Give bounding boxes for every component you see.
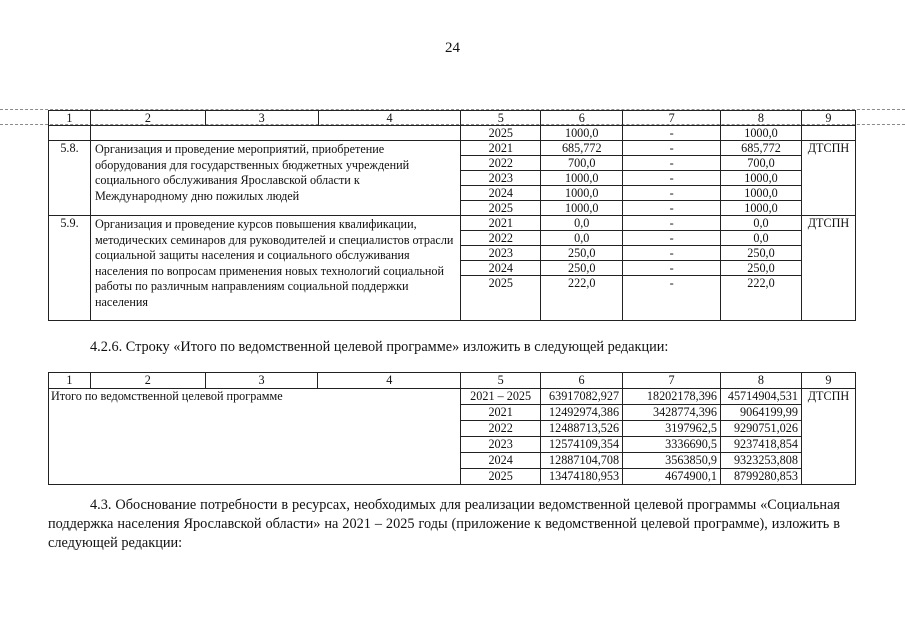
value-cell: 63917082,927 — [541, 389, 623, 405]
value-cell: 700,0 — [541, 156, 623, 171]
value-cell: - — [623, 201, 721, 216]
table-row — [49, 141, 856, 156]
value-cell: 9290751,026 — [720, 421, 801, 437]
year-cell: 2024 — [461, 261, 541, 276]
value-cell: - — [623, 216, 721, 231]
value-cell: 12574109,354 — [541, 437, 623, 453]
item-number: 5.8. — [49, 141, 91, 216]
header-cell: 1 — [49, 111, 91, 126]
value-cell: 0,0 — [721, 231, 802, 246]
total-table — [48, 372, 856, 485]
table-header-row — [49, 111, 856, 126]
value-cell: 0,0 — [721, 216, 802, 231]
value-cell: 3563850,9 — [623, 453, 721, 469]
value-cell: 18202178,396 — [623, 389, 721, 405]
item-number: 5.9. — [49, 216, 91, 321]
value-cell: - — [623, 126, 721, 141]
value-cell: - — [623, 276, 721, 321]
value-cell: 12887104,708 — [541, 453, 623, 469]
header-cell: 7 — [623, 373, 721, 389]
value-cell: - — [623, 231, 721, 246]
value-cell: 3336690,5 — [623, 437, 721, 453]
value-cell: 250,0 — [721, 246, 802, 261]
item-description: Организация и проведение мероприятий, приобретение оборудования для государственных бюджетных учреждений социального обслуживания Ярославской области к Международному дню пожилых людей — [90, 141, 460, 216]
value-cell: 250,0 — [541, 261, 623, 276]
value-cell: 1000,0 — [721, 186, 802, 201]
header-cell: 5 — [461, 373, 541, 389]
table-row — [49, 216, 856, 231]
executor-cell: ДТСПН — [801, 389, 855, 485]
header-cell: 3 — [205, 373, 318, 389]
year-cell: 2023 — [461, 437, 541, 453]
year-cell: 2024 — [461, 186, 541, 201]
year-cell: 2024 — [461, 453, 541, 469]
value-cell: 1000,0 — [541, 186, 623, 201]
value-cell: 8799280,853 — [720, 469, 801, 485]
year-cell: 2022 — [461, 421, 541, 437]
year-cell: 2021 – 2025 — [461, 389, 541, 405]
value-cell: 9064199,99 — [720, 405, 801, 421]
executor-cell: ДТСПН — [801, 216, 855, 321]
header-cell: 5 — [461, 111, 541, 126]
header-cell: 9 — [801, 373, 855, 389]
year-cell: 2025 — [461, 126, 541, 141]
header-cell: 2 — [90, 111, 205, 126]
value-cell: 700,0 — [721, 156, 802, 171]
year-cell: 2021 — [461, 216, 541, 231]
header-cell: 6 — [541, 111, 623, 126]
year-cell: 2022 — [461, 231, 541, 246]
total-label: Итого по ведомственной целевой программе — [49, 389, 461, 485]
executor-cell: ДТСПН — [801, 141, 855, 216]
year-cell: 2025 — [461, 469, 541, 485]
year-cell: 2023 — [461, 246, 541, 261]
value-cell: 1000,0 — [721, 171, 802, 186]
header-cell: 6 — [541, 373, 623, 389]
value-cell: 1000,0 — [541, 126, 623, 141]
table-row — [49, 126, 856, 141]
header-cell: 2 — [90, 373, 205, 389]
value-cell: 1000,0 — [721, 126, 802, 141]
value-cell: 4674900,1 — [623, 469, 721, 485]
value-cell: 222,0 — [721, 276, 802, 321]
value-cell: 12492974,386 — [541, 405, 623, 421]
program-items-table — [48, 110, 856, 321]
value-cell: 9237418,854 — [720, 437, 801, 453]
header-cell: 3 — [205, 111, 318, 126]
value-cell: 685,772 — [721, 141, 802, 156]
header-cell: 1 — [49, 373, 91, 389]
header-cell: 8 — [721, 111, 802, 126]
value-cell: - — [623, 171, 721, 186]
paragraph-4-2-6: 4.2.6. Строку «Итого по ведомственной целевой программе» изложить в следующей редакции: — [90, 339, 669, 355]
table-header-row — [49, 373, 856, 389]
value-cell: 45714904,531 — [720, 389, 801, 405]
value-cell: 3428774,396 — [623, 405, 721, 421]
year-cell: 2022 — [461, 156, 541, 171]
item-description: Организация и проведение курсов повышения квалификации, методических семинаров для руководителей и специалистов отрасли социальной защиты населения и социального обслуживания населения по вопросам применения новых технологий социальной работы по различным направлениям социальной поддержки населения — [90, 216, 460, 321]
header-cell: 4 — [318, 373, 461, 389]
year-cell: 2021 — [461, 405, 541, 421]
value-cell: 12488713,526 — [541, 421, 623, 437]
value-cell: 685,772 — [541, 141, 623, 156]
header-cell: 8 — [720, 373, 801, 389]
value-cell: 9323253,808 — [720, 453, 801, 469]
value-cell: - — [623, 186, 721, 201]
value-cell: 250,0 — [721, 261, 802, 276]
table-row — [49, 389, 856, 405]
value-cell: - — [623, 156, 721, 171]
header-cell: 7 — [623, 111, 721, 126]
value-cell: - — [623, 261, 721, 276]
value-cell: 1000,0 — [541, 201, 623, 216]
value-cell: - — [623, 141, 721, 156]
page-number: 24 — [445, 40, 460, 56]
paragraph-4-3: 4.3. Обоснование потребности в ресурсах, необходимых для реализации ведомственной целевой программы «Социальная поддержка населения Ярославской области» на 2021 – 2025 годы (приложение к ведомственной целевой программе), изложить в следующей редакции: — [48, 497, 840, 551]
header-cell: 9 — [801, 111, 855, 126]
value-cell: 3197962,5 — [623, 421, 721, 437]
year-cell: 2021 — [461, 141, 541, 156]
header-cell: 4 — [318, 111, 461, 126]
value-cell: - — [623, 246, 721, 261]
year-cell: 2025 — [461, 276, 541, 321]
value-cell: 1000,0 — [541, 171, 623, 186]
value-cell: 222,0 — [541, 276, 623, 321]
year-cell: 2025 — [461, 201, 541, 216]
value-cell: 13474180,953 — [541, 469, 623, 485]
value-cell: 250,0 — [541, 246, 623, 261]
year-cell: 2023 — [461, 171, 541, 186]
value-cell: 0,0 — [541, 216, 623, 231]
value-cell: 1000,0 — [721, 201, 802, 216]
value-cell: 0,0 — [541, 231, 623, 246]
